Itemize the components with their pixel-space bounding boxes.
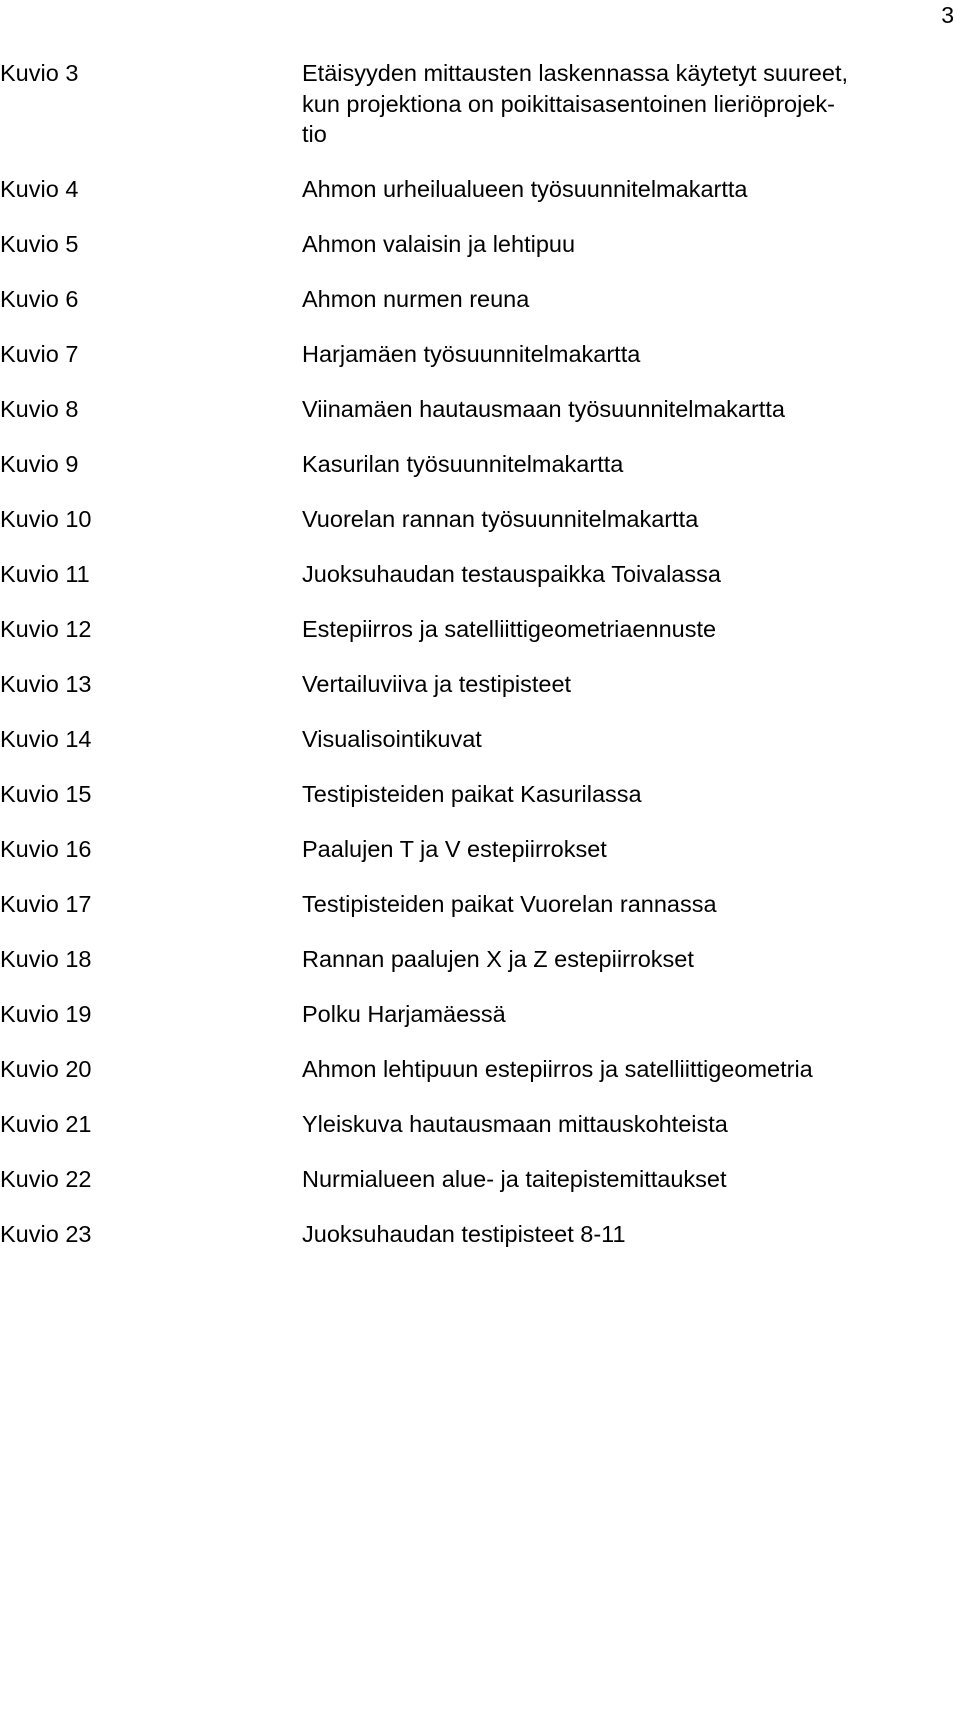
figure-entry-19 [0, 999, 960, 1030]
figure-description [302, 58, 922, 150]
figure-label: Kuvio 3 [0, 60, 79, 86]
figure-entry-13 [0, 669, 960, 700]
figure-description [302, 1219, 922, 1250]
figure-entry-20 [0, 1054, 960, 1085]
figure-label: Kuvio 5 [0, 231, 79, 257]
figure-entry-10 [0, 504, 960, 535]
figure-description [302, 284, 922, 315]
figure-description [302, 614, 922, 645]
figure-entry-3 [0, 58, 960, 150]
figure-label: Kuvio 23 [0, 1221, 92, 1247]
figure-entry-12 [0, 614, 960, 645]
figure-entry-11 [0, 559, 960, 590]
figure-description [302, 999, 922, 1030]
figure-description-line: Ahmon valaisin ja lehtipuu [302, 231, 576, 257]
figure-entry-17 [0, 889, 960, 920]
figure-label: Kuvio 12 [0, 616, 92, 642]
figure-entry-21 [0, 1109, 960, 1140]
figure-label: Kuvio 8 [0, 396, 79, 422]
figure-description [302, 504, 922, 535]
figure-description-line: Vertailuviiva ja testipisteet [302, 671, 572, 697]
figure-description [302, 834, 922, 865]
figure-description [302, 449, 922, 480]
figure-description-line: Yleiskuva hautausmaan mittauskohteista [302, 1111, 728, 1137]
figure-entry-5 [0, 229, 960, 260]
figure-description [302, 339, 922, 370]
figure-label: Kuvio 20 [0, 1056, 92, 1082]
figure-description-line: Juoksuhaudan testipisteet 8-11 [302, 1221, 626, 1247]
figure-description [302, 669, 922, 700]
figure-label: Kuvio 13 [0, 671, 92, 697]
figure-description-line: Visualisointikuvat [302, 726, 482, 752]
figure-description [302, 394, 922, 425]
figure-description-line: Nurmialueen alue- ja taitepistemittaukset [302, 1166, 727, 1192]
figure-entry-14 [0, 724, 960, 755]
figure-description-line: Estepiirros ja satelliittigeometriaennuste [302, 616, 717, 642]
figure-entry-9 [0, 449, 960, 480]
figure-label: Kuvio 19 [0, 1001, 92, 1027]
figure-description [302, 944, 922, 975]
figure-description-line: Viinamäen hautausmaan työsuunnitelmakartta [302, 396, 785, 422]
figure-label: Kuvio 16 [0, 836, 92, 862]
figure-label: Kuvio 11 [0, 561, 90, 587]
figure-entry-18 [0, 944, 960, 975]
figure-description [302, 174, 922, 205]
figure-entry-7 [0, 339, 960, 370]
figure-description [302, 1109, 922, 1140]
figure-description-line: Paalujen T ja V estepiirrokset [302, 836, 607, 862]
figure-label: Kuvio 22 [0, 1166, 92, 1192]
figure-description-line: Kasurilan työsuunnitelmakartta [302, 451, 624, 477]
figure-description-line: tio [302, 121, 327, 147]
figure-description-line: Vuorelan rannan työsuunnitelmakartta [302, 506, 699, 532]
figure-description [302, 559, 922, 590]
figure-entry-22 [0, 1164, 960, 1195]
figure-entry-23 [0, 1219, 960, 1250]
figure-description-line: Ahmon urheilualueen työsuunnitelmakartta [302, 176, 748, 202]
figure-entry-4 [0, 174, 960, 205]
figure-label: Kuvio 17 [0, 891, 92, 917]
figure-description [302, 229, 922, 260]
figure-description-line: Ahmon nurmen reuna [302, 286, 530, 312]
figure-description-line: Testipisteiden paikat Vuorelan rannassa [302, 891, 717, 917]
figure-entry-16 [0, 834, 960, 865]
figure-description [302, 889, 922, 920]
figure-description [302, 1054, 922, 1085]
figure-label: Kuvio 18 [0, 946, 92, 972]
figure-description-line: Polku Harjamäessä [302, 1001, 506, 1027]
figure-description [302, 724, 922, 755]
figure-label: Kuvio 10 [0, 506, 92, 532]
figure-description-line: Juoksuhaudan testauspaikka Toivalassa [302, 561, 721, 587]
figure-label: Kuvio 14 [0, 726, 92, 752]
figure-entry-8 [0, 394, 960, 425]
figure-list [0, 58, 960, 1250]
figure-description-line: Ahmon lehtipuun estepiirros ja satelliittigeometria [302, 1056, 813, 1082]
figure-description-line: Rannan paalujen X ja Z estepiirrokset [302, 946, 694, 972]
figure-description-line: kun projektiona on poikittaisasentoinen lieriöprojek- [302, 90, 835, 117]
figure-description-line: Testipisteiden paikat Kasurilassa [302, 781, 642, 807]
figure-label: Kuvio 7 [0, 341, 79, 367]
figure-entry-6 [0, 284, 960, 315]
figure-description-line: Harjamäen työsuunnitelmakartta [302, 341, 641, 367]
figure-description-line: Etäisyyden mittausten laskennassa käytetyt suureet, [302, 60, 849, 86]
figure-label: Kuvio 21 [0, 1111, 92, 1137]
page-number: 3 [941, 2, 954, 28]
figure-label: Kuvio 4 [0, 176, 79, 202]
figure-label: Kuvio 9 [0, 451, 79, 477]
figure-label: Kuvio 15 [0, 781, 92, 807]
figure-description [302, 1164, 922, 1195]
figure-label: Kuvio 6 [0, 286, 79, 312]
figure-description [302, 779, 922, 810]
figure-entry-15 [0, 779, 960, 810]
